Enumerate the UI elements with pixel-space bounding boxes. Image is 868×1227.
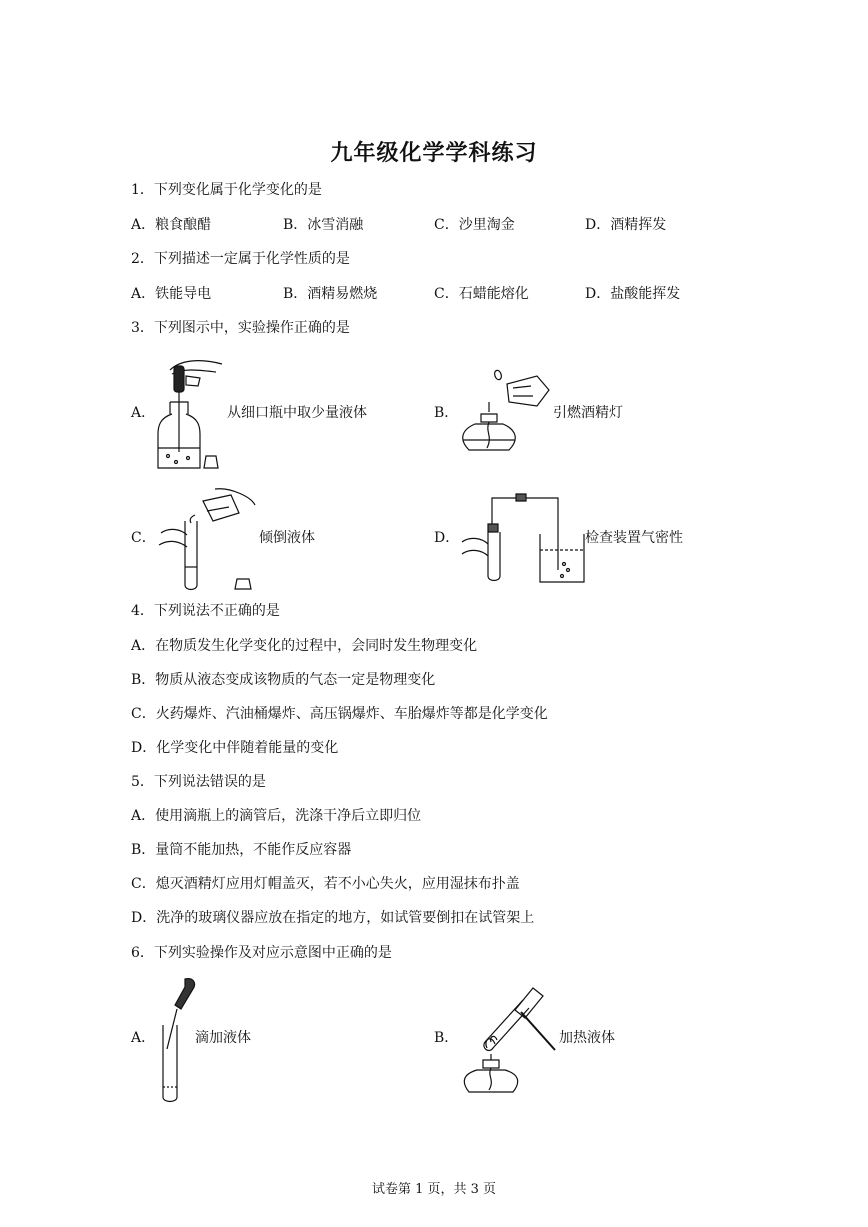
q6-option-a-letter: A．	[131, 1030, 156, 1046]
dropper-bottle-icon	[150, 352, 230, 477]
q4-stem: 4．下列说法不正确的是	[131, 603, 280, 619]
pouring-liquid-icon	[155, 483, 260, 593]
q2-stem: 2．下列描述一定属于化学性质的是	[131, 251, 350, 267]
dropper-into-test-tube-icon	[155, 975, 200, 1105]
q3-option-b-caption: 引燃酒精灯	[553, 405, 623, 421]
q3-option-c-caption: 倾倒液体	[259, 530, 315, 546]
page-footer: 试卷第 1 页，共 3 页	[371, 1182, 497, 1197]
q6-option-b-letter: B．	[434, 1030, 459, 1046]
q3-option-b-letter: B．	[434, 405, 459, 421]
q1-option-b: B．冰雪消融	[283, 217, 364, 233]
q4-option-b: B．物质从液态变成该物质的气态一定是物理变化	[131, 672, 436, 688]
airtightness-check-icon	[460, 490, 585, 585]
q2-option-d: D．盐酸能挥发	[585, 286, 681, 302]
q6-option-b-caption: 加热液体	[559, 1030, 615, 1046]
q1-option-c: C．沙里淘金	[434, 217, 515, 233]
q6-option-a-caption: 滴加液体	[195, 1030, 251, 1046]
q6-stem: 6．下列实验操作及对应示意图中正确的是	[131, 945, 392, 961]
alcohol-lamp-lighting-icon	[455, 366, 555, 461]
q4-option-d: D．化学变化中伴随着能量的变化	[131, 740, 339, 756]
q5-option-a: A．使用滴瓶上的滴管后，洗涤干净后立即归位	[131, 808, 422, 824]
q3-option-d-caption: 检查装置气密性	[585, 530, 683, 546]
heating-test-tube-icon	[455, 982, 565, 1094]
q5-option-b: B．量筒不能加热，不能作反应容器	[131, 842, 352, 858]
q5-stem: 5．下列说法错误的是	[131, 774, 266, 790]
q4-option-c: C．火药爆炸、汽油桶爆炸、高压锅爆炸、车胎爆炸等都是化学变化	[131, 706, 548, 722]
q1-option-a: A．粮食酿醋	[131, 217, 212, 233]
q3-option-c-letter: C．	[131, 530, 156, 546]
q2-option-b: B．酒精易燃烧	[283, 286, 378, 302]
q4-option-a: A．在物质发生化学变化的过程中，会同时发生物理变化	[131, 638, 478, 654]
page-title: 九年级化学学科练习	[330, 140, 538, 166]
q3-stem: 3．下列图示中，实验操作正确的是	[131, 320, 350, 336]
q5-option-d: D．洗净的玻璃仪器应放在指定的地方，如试管要倒扣在试管架上	[131, 910, 535, 926]
q2-option-c: C．石蜡能熔化	[434, 286, 529, 302]
q3-option-d-letter: D．	[434, 530, 460, 546]
q1-stem: 1．下列变化属于化学变化的是	[131, 182, 322, 198]
q3-option-a-caption: 从细口瓶中取少量液体	[227, 405, 367, 421]
q1-option-d: D．酒精挥发	[585, 217, 667, 233]
q5-option-c: C．熄灭酒精灯应用灯帽盖灭，若不小心失火，应用湿抹布扑盖	[131, 876, 520, 892]
q2-option-a: A．铁能导电	[131, 286, 212, 302]
q3-option-a-letter: A．	[131, 405, 156, 421]
